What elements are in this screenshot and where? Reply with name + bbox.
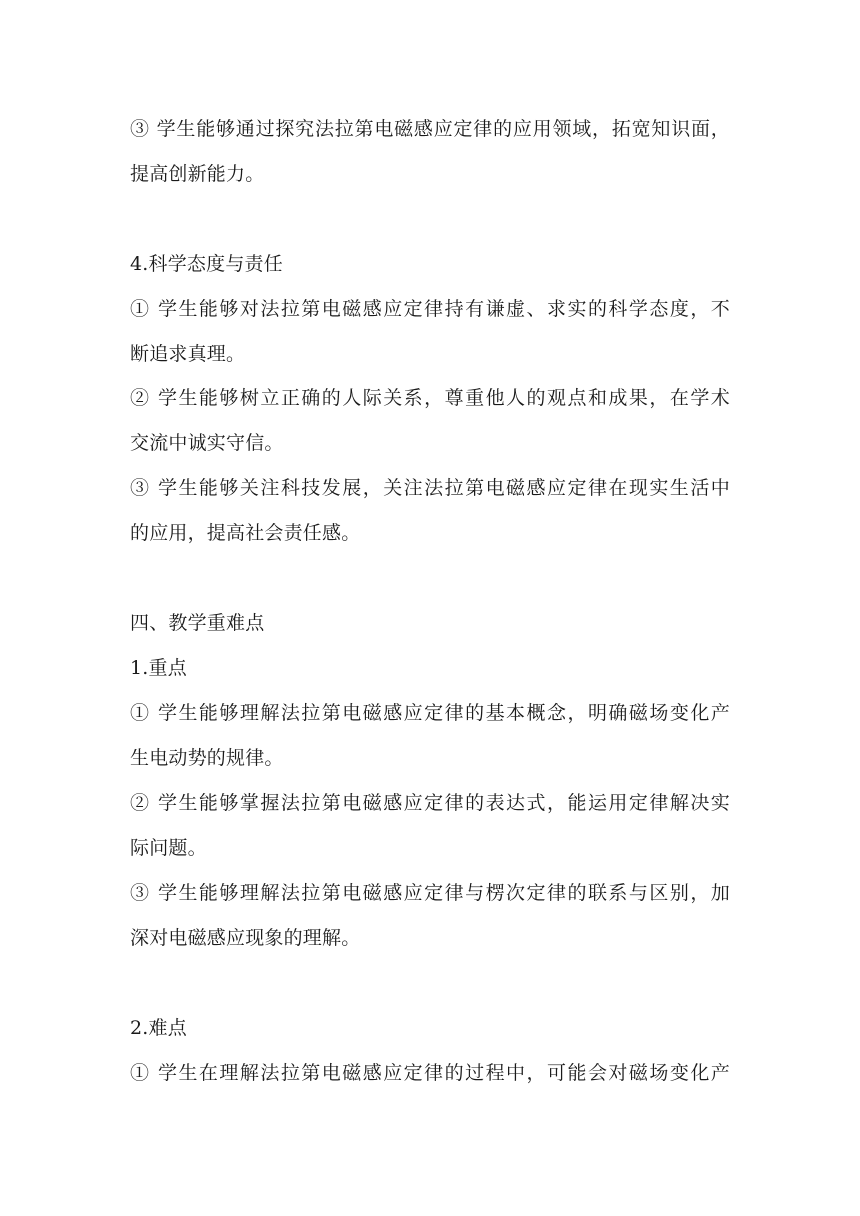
attitude-item-2-line-2: 交流中诚实守信。 [130,432,284,454]
attitude-item-1-line-2: 断追求真理。 [130,343,246,365]
attitude-item-1-line-1: ① 学生能够对法拉第电磁感应定律持有谦虚、求实的科学态度，不 [130,298,730,320]
attitude-item-3-line-2: 的应用，提高社会责任感。 [130,522,361,544]
key-point-1-line-2: 生电动势的规律。 [130,747,284,769]
key-point-2-line-1: ② 学生能够掌握法拉第电磁感应定律的表达式，能运用定律解决实 [130,792,730,814]
difficulties-heading: 2.难点 [130,1017,187,1039]
objective-3-line-2: 提高创新能力。 [130,163,265,185]
chapter-heading-key-difficult-points: 四、教学重难点 [130,612,265,634]
key-point-2-line-2: 际问题。 [130,837,207,859]
document-page [130,0,730,1216]
key-point-3-line-1: ③ 学生能够理解法拉第电磁感应定律与楞次定律的联系与区别，加 [130,882,730,904]
key-point-1-line-1: ① 学生能够理解法拉第电磁感应定律的基本概念，明确磁场变化产 [130,702,730,724]
attitude-item-3-line-1: ③ 学生能够关注科技发展，关注法拉第电磁感应定律在现实生活中 [130,477,730,499]
difficulty-1-line-1: ① 学生在理解法拉第电磁感应定律的过程中，可能会对磁场变化产 [130,1062,730,1084]
objective-3-line-1: ③ 学生能够通过探究法拉第电磁感应定律的应用领域，拓宽知识面， [130,118,730,140]
key-points-heading: 1.重点 [130,657,187,679]
attitude-item-2-line-1: ② 学生能够树立正确的人际关系，尊重他人的观点和成果，在学术 [130,387,730,409]
key-point-3-line-2: 深对电磁感应现象的理解。 [130,927,361,949]
section-heading-science-attitude: 4.科学态度与责任 [130,253,283,275]
